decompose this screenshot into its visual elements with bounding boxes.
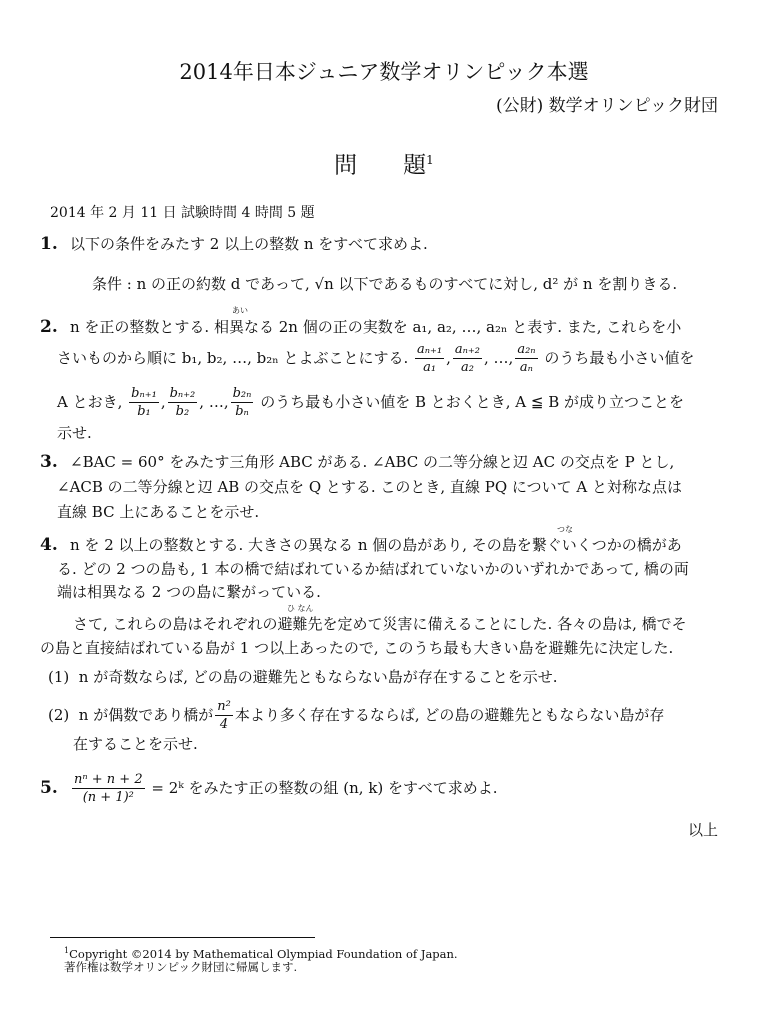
numerator: aₙ₊₁ bbox=[417, 341, 443, 357]
denominator: (n + 1)² bbox=[82, 789, 134, 805]
heading-text: 問 題 bbox=[334, 152, 427, 179]
subproblem-2-line: 在することを示せ. bbox=[73, 735, 198, 753]
denominator: bₙ bbox=[235, 403, 249, 419]
denominator: a₁ bbox=[423, 359, 437, 375]
denominator: 4 bbox=[219, 716, 229, 732]
problem-text: ∠BAC = 60° をみたす三角形 ABC がある. ∠ABC の二等分線と辺 AC の交点を P とし, bbox=[70, 453, 675, 471]
problem-text: n が偶数であり橋が bbox=[78, 706, 214, 724]
exam-info: 2014 年 2 月 11 日 試験時間 4 時間 5 題 bbox=[50, 205, 315, 221]
denominator: a₂ bbox=[460, 359, 474, 375]
footnote-rights: 著作権は数学オリンピック財団に帰属します. bbox=[64, 960, 298, 974]
problem-text: さいものから順に b₁, b₂, …, b₂ₙ とよぶことにする. bbox=[57, 349, 409, 367]
footnote-mark: 1 bbox=[426, 153, 434, 167]
problem-text: A とおき, bbox=[57, 393, 123, 411]
problem-number: 1. bbox=[40, 234, 58, 254]
separator: , …, bbox=[484, 349, 514, 367]
fraction bbox=[515, 341, 537, 376]
problem-text: のうち最も小さい値を bbox=[544, 349, 695, 367]
problem-2-line-3 bbox=[57, 385, 684, 419]
problem-number: 4. bbox=[40, 535, 58, 555]
subproblem-2 bbox=[48, 698, 664, 732]
ruby-hinan: ひ なん bbox=[287, 604, 314, 613]
fraction bbox=[231, 385, 254, 420]
section-heading bbox=[0, 150, 768, 179]
problem-4-line: 端は相異なる 2 つの島に繋がっている. bbox=[57, 583, 321, 601]
problem-3-line: 直線 BC 上にあることを示せ. bbox=[57, 503, 260, 521]
fraction bbox=[72, 771, 145, 806]
separator: , …, bbox=[199, 393, 229, 411]
problem-number: 2. bbox=[40, 317, 58, 337]
problem-text: 以下の条件をみたす 2 以上の整数 n をすべて求めよ. bbox=[70, 235, 428, 253]
fraction bbox=[415, 341, 444, 376]
numerator: b₂ₙ bbox=[232, 385, 252, 401]
document-title: 2014年日本ジュニア数学オリンピック本選 bbox=[179, 60, 589, 84]
numerator: n² bbox=[217, 698, 231, 714]
problem-text: n が奇数ならば, どの島の避難先ともならない島が存在することを示せ. bbox=[78, 668, 558, 686]
organization: (公財) 数学オリンピック財団 bbox=[496, 96, 718, 116]
problem-3 bbox=[40, 452, 674, 472]
problem-number: 3. bbox=[40, 452, 58, 472]
fraction bbox=[168, 385, 198, 420]
problem-2-line-4: 示せ. bbox=[57, 424, 92, 442]
problem-1 bbox=[40, 234, 428, 254]
footnote-text: Copyright ©2014 by Mathematical Olympiad Foundation of Japan. bbox=[69, 946, 458, 961]
problem-1-condition: 条件 : n の正の約数 d であって, √n 以下であるものすべてに対し, d² が n を割りきる. bbox=[92, 275, 678, 293]
subproblem-label: (2) bbox=[48, 706, 70, 724]
subproblem-label: (1) bbox=[48, 668, 70, 686]
denominator: b₁ bbox=[137, 403, 151, 419]
denominator: aₙ bbox=[519, 359, 533, 375]
separator: , bbox=[160, 393, 166, 411]
denominator: b₂ bbox=[175, 403, 190, 419]
numerator: bₙ₊₁ bbox=[131, 385, 157, 401]
problem-4 bbox=[40, 535, 682, 555]
problem-text: = 2ᵏ をみたす正の整数の組 (n, k) をすべて求めよ. bbox=[151, 779, 498, 797]
problem-2 bbox=[40, 317, 681, 337]
numerator: aₙ₊₂ bbox=[454, 341, 480, 357]
footnote-copyright bbox=[64, 943, 458, 962]
fraction bbox=[215, 698, 233, 733]
ruby-ai: あい bbox=[232, 306, 248, 315]
problem-text: のうち最も小さい値を B とおくとき, A ≦ B が成り立つことを bbox=[260, 393, 685, 411]
problem-2-line-2 bbox=[57, 341, 694, 375]
problem-5 bbox=[40, 770, 498, 806]
numerator: a₂ₙ bbox=[517, 341, 536, 357]
problem-text: n を正の整数とする. 相異なる 2n 個の正の実数を a₁, a₂, …, a₂ₙ と表す. また, これらを小 bbox=[70, 318, 682, 336]
problem-number: 5. bbox=[40, 778, 58, 798]
problem-3-line: ∠ACB の二等分線と辺 AB の交点を Q とする. このとき, 直線 PQ について A と対称な点は bbox=[57, 478, 682, 496]
closing-text: 以上 bbox=[687, 821, 718, 839]
numerator: nⁿ + n + 2 bbox=[74, 771, 143, 787]
problem-4-line: る. どの 2 つの島も, 1 本の橋で結ばれているか結ばれていないかのいずれかであって, 橋の両 bbox=[57, 560, 689, 578]
ruby-tsuna: つな bbox=[557, 525, 573, 534]
footnote-mark: 1 bbox=[64, 946, 70, 955]
footnote-divider bbox=[50, 937, 315, 938]
numerator: bₙ₊₂ bbox=[169, 385, 196, 401]
fraction bbox=[453, 341, 482, 376]
separator: , bbox=[446, 349, 451, 367]
problem-4-line: の島と直接結ばれている島が 1 つ以上あったので, このうち最も大きい島を避難先に決定した. bbox=[40, 639, 674, 657]
problem-4-line: さて, これらの島はそれぞれの避難先を定めて災害に備えることにした. 各々の島は, 橋でそ bbox=[73, 615, 687, 633]
fraction bbox=[129, 385, 159, 420]
problem-text: n を 2 以上の整数とする. 大きさの異なる n 個の島があり, その島を繋ぐいくつかの橋があ bbox=[70, 536, 682, 554]
problem-text: 本より多く存在するならば, どの島の避難先ともならない島が存 bbox=[234, 706, 665, 724]
subproblem-1 bbox=[48, 667, 558, 687]
